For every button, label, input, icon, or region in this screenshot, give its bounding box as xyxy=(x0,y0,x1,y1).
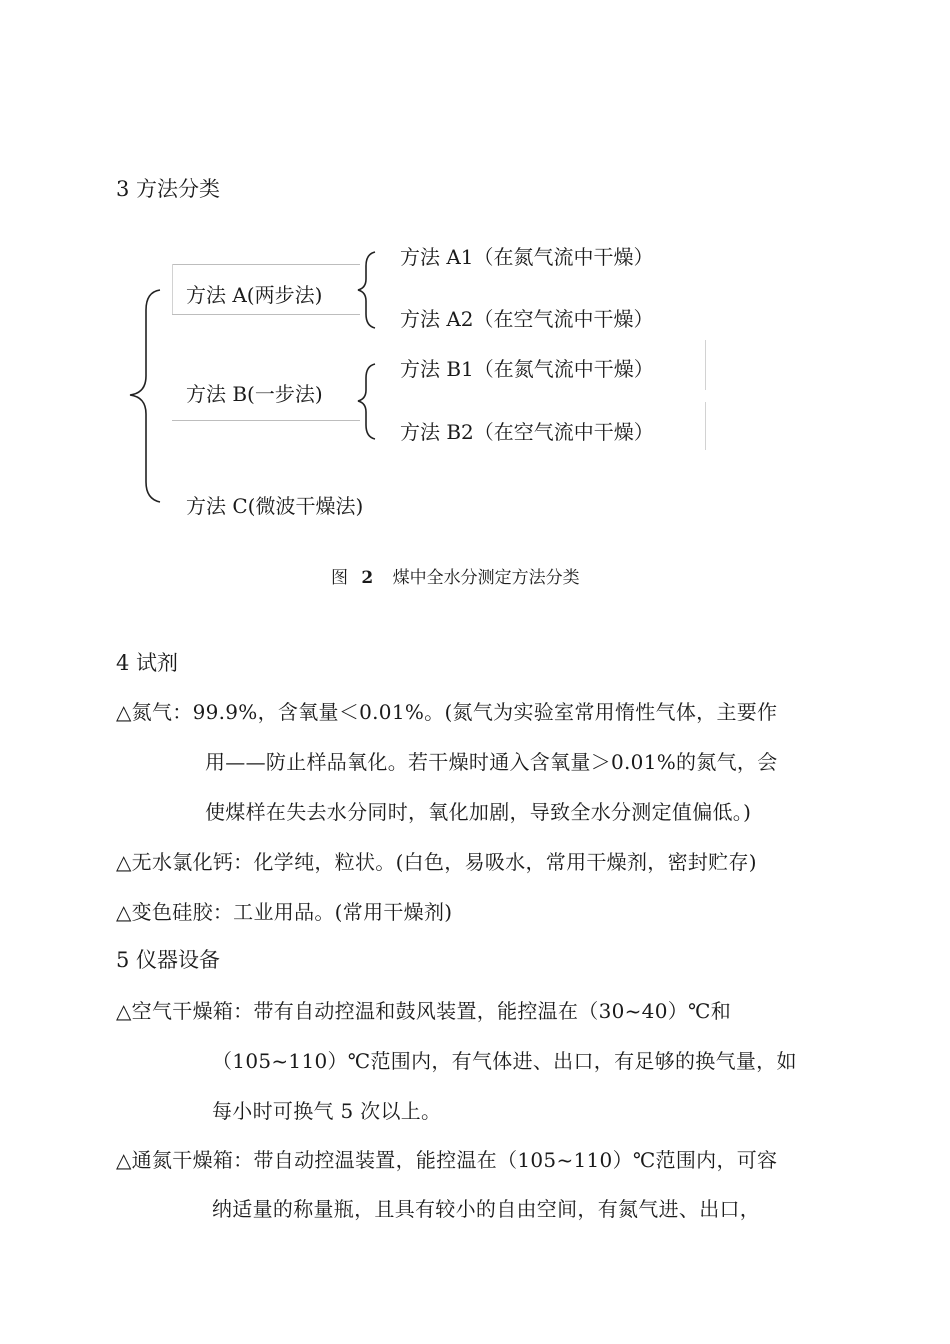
large-brace xyxy=(130,290,160,502)
caption-number: 2 xyxy=(361,568,374,588)
method-b1-label: 方法 B1（在氮气流中干燥） xyxy=(400,357,654,381)
method-b-label: 方法 B(一步法) xyxy=(186,382,323,406)
reagent-silica-gel: △变色硅胶：工业用品。(常用干燥剂) xyxy=(116,900,453,924)
reagent-calcium-chloride: △无水氯化钙：化学纯，粒状。(白色，易吸水，常用干燥剂，密封贮存) xyxy=(116,850,757,874)
table-rule xyxy=(705,340,706,390)
caption-text: 煤中全水分测定方法分类 xyxy=(392,568,580,588)
method-c-label: 方法 C(微波干燥法) xyxy=(186,494,364,518)
method-a2-label: 方法 A2（在空气流中干燥） xyxy=(400,307,654,331)
figure-caption xyxy=(331,563,580,588)
reagent-nitrogen-line1: △氮气：99.9%，含氧量＜0.01%。(氮气为实验室常用惰性气体，主要作 xyxy=(116,700,778,724)
method-a-label: 方法 A(两步法) xyxy=(186,283,323,307)
equipment-nitrogen-oven-line2: 纳适量的称量瓶，且具有较小的自由空间，有氮气进、出口， xyxy=(212,1197,761,1221)
caption-label: 图 xyxy=(331,568,348,588)
section-5-heading: 5 仪器设备 xyxy=(116,948,221,972)
equipment-air-oven-line3: 每小时可换气 5 次以上。 xyxy=(212,1099,442,1123)
reagent-nitrogen-line3: 使煤样在失去水分同时，氧化加剧，导致全水分测定值偏低。) xyxy=(205,800,752,824)
equipment-air-oven-line2: （105~110）℃范围内，有气体进、出口，有足够的换气量，如 xyxy=(212,1049,797,1073)
section-3-heading: 3 方法分类 xyxy=(116,177,221,201)
brace-a xyxy=(358,252,375,328)
reagent-nitrogen-line2: 用——防止样品氧化。若干燥时通入含氧量＞0.01%的氮气，会 xyxy=(205,750,778,774)
equipment-air-oven-line1: △空气干燥箱：带有自动控温和鼓风装置，能控温在（30~40）℃和 xyxy=(116,999,732,1023)
brace-b xyxy=(358,364,375,439)
table-rule xyxy=(172,264,173,314)
method-a1-label: 方法 A1（在氮气流中干燥） xyxy=(400,245,654,269)
method-b2-label: 方法 B2（在空气流中干燥） xyxy=(400,420,654,444)
table-rule xyxy=(172,314,360,315)
section-4-heading: 4 试剂 xyxy=(116,651,179,675)
table-rule xyxy=(172,420,360,421)
table-rule xyxy=(172,264,360,265)
bracket-lines xyxy=(0,0,950,560)
table-rule xyxy=(705,402,706,450)
equipment-nitrogen-oven-line1: △通氮干燥箱：带自动控温装置，能控温在（105~110）℃范围内，可容 xyxy=(116,1148,778,1172)
